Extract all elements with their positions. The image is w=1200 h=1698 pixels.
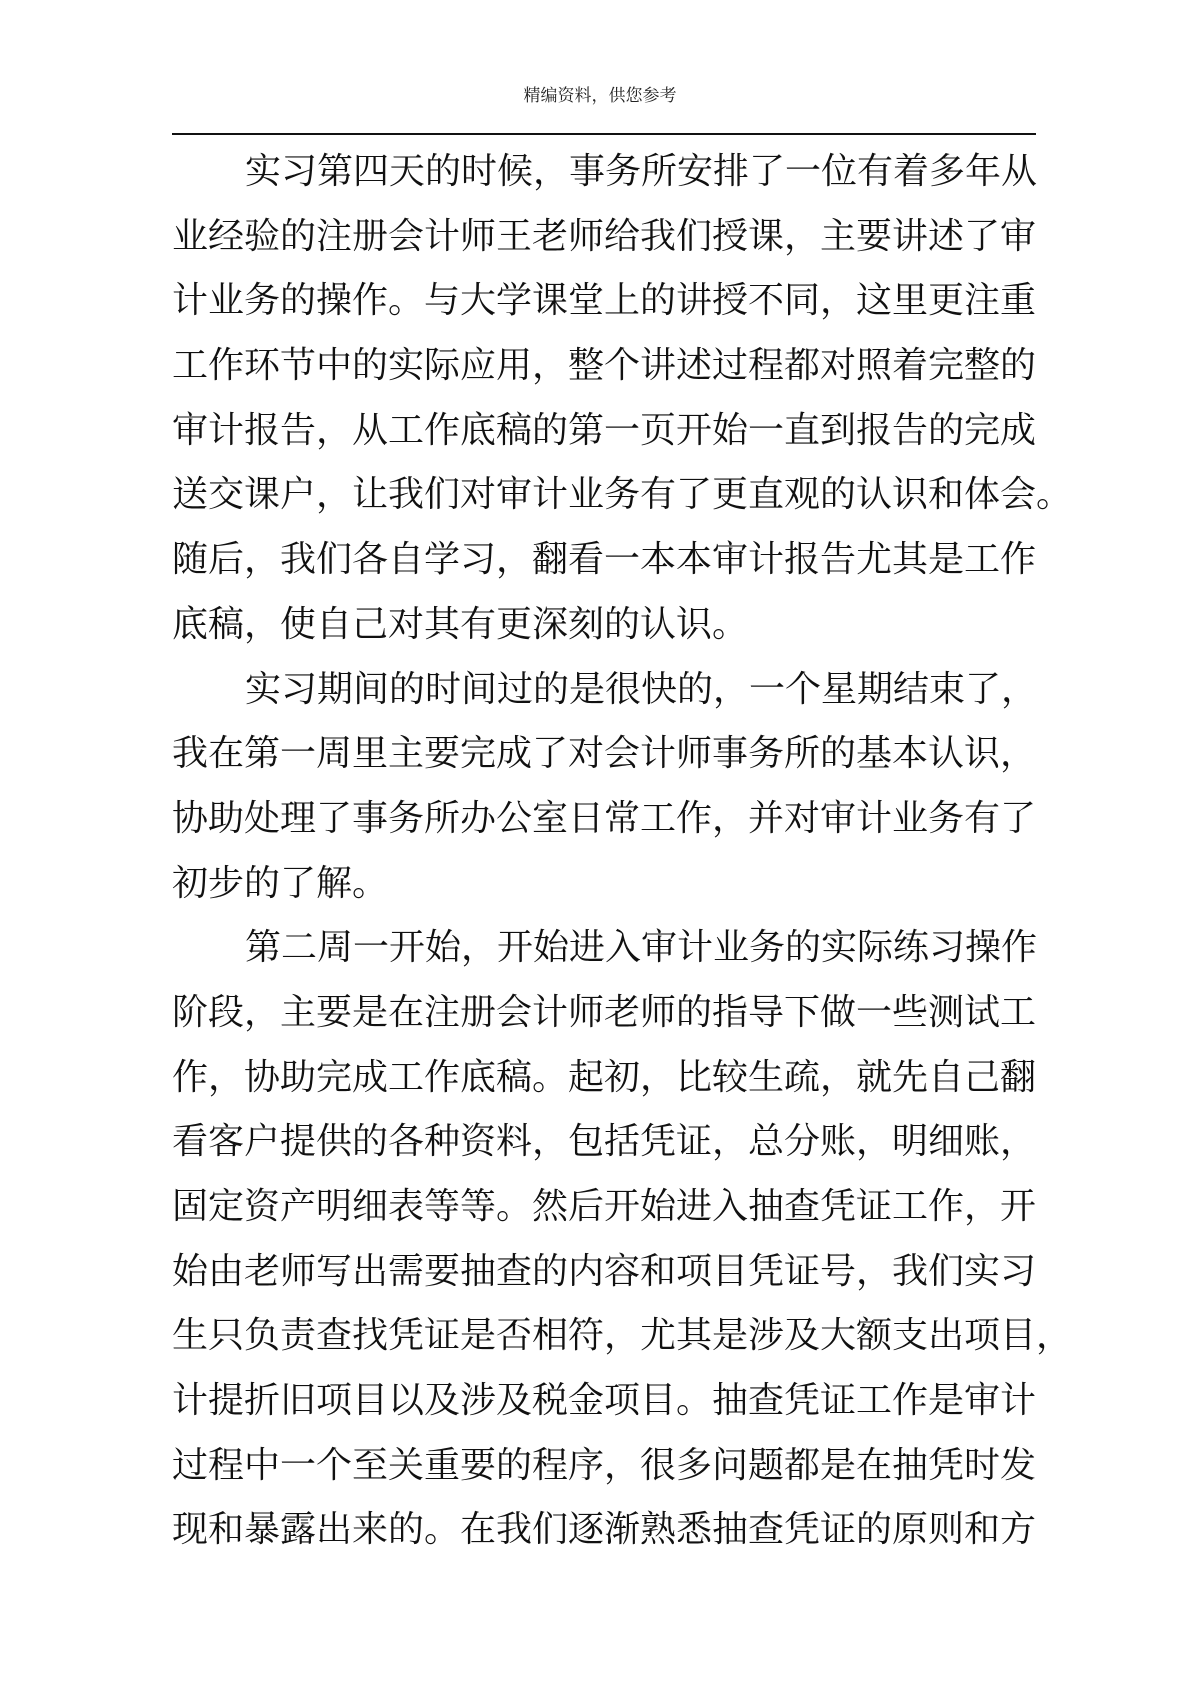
text-line: 实习期间的时间过的是很快的，一个星期结束了， <box>245 668 1038 710</box>
paragraph <box>172 140 1073 658</box>
text-line: 生只负责查找凭证是否相符，尤其是涉及大额支出项目， <box>172 1315 1073 1357</box>
text-line: 第二周一开始，开始进入审计业务的实际练习操作 <box>245 927 1038 969</box>
text-line: 送交课户，让我们对审计业务有了更直观的认识和体会。 <box>172 474 1073 516</box>
paragraph <box>172 916 1073 1563</box>
text-line: 初步的了解。 <box>172 862 389 904</box>
paragraph <box>172 658 1036 917</box>
text-line: 随后，我们各自学习，翻看一本本审计报告尤其是工作 <box>172 539 1037 581</box>
text-line: 计提折旧项目以及涉及税金项目。抽查凭证工作是审计 <box>172 1380 1037 1422</box>
header-divider <box>172 133 1036 135</box>
document-body <box>172 140 1073 1563</box>
text-line: 业经验的注册会计师王老师给我们授课，主要讲述了审 <box>172 215 1037 257</box>
text-line: 现和暴露出来的。在我们逐渐熟悉抽查凭证的原则和方 <box>172 1509 1037 1551</box>
text-line: 我在第一周里主要完成了对会计师事务所的基本认识， <box>172 733 1037 775</box>
page-header: 精编资料，供您参考 <box>523 86 677 106</box>
text-line: 底稿，使自己对其有更深刻的认识。 <box>172 603 749 645</box>
text-line: 阶段，主要是在注册会计师老师的指导下做一些测试工 <box>172 991 1037 1033</box>
text-line: 协助处理了事务所办公室日常工作，并对审计业务有了 <box>172 797 1037 839</box>
text-line: 实习第四天的时候，事务所安排了一位有着多年从 <box>245 151 1038 192</box>
text-line: 审计报告，从工作底稿的第一页开始一直到报告的完成 <box>172 409 1037 451</box>
text-line: 工作环节中的实际应用，整个讲述过程都对照着完整的 <box>172 345 1037 387</box>
text-line: 始由老师写出需要抽查的内容和项目凭证号，我们实习 <box>172 1250 1037 1292</box>
text-line: 作，协助完成工作底稿。起初，比较生疏，就先自己翻 <box>172 1056 1037 1098</box>
text-line: 计业务的操作。与大学课堂上的讲授不同，这里更注重 <box>172 280 1037 322</box>
text-line: 过程中一个至关重要的程序，很多问题都是在抽凭时发 <box>172 1444 1037 1486</box>
text-line: 固定资产明细表等等。然后开始进入抽查凭证工作，开 <box>172 1186 1037 1227</box>
text-line: 看客户提供的各种资料，包括凭证，总分账，明细账， <box>172 1121 1037 1163</box>
